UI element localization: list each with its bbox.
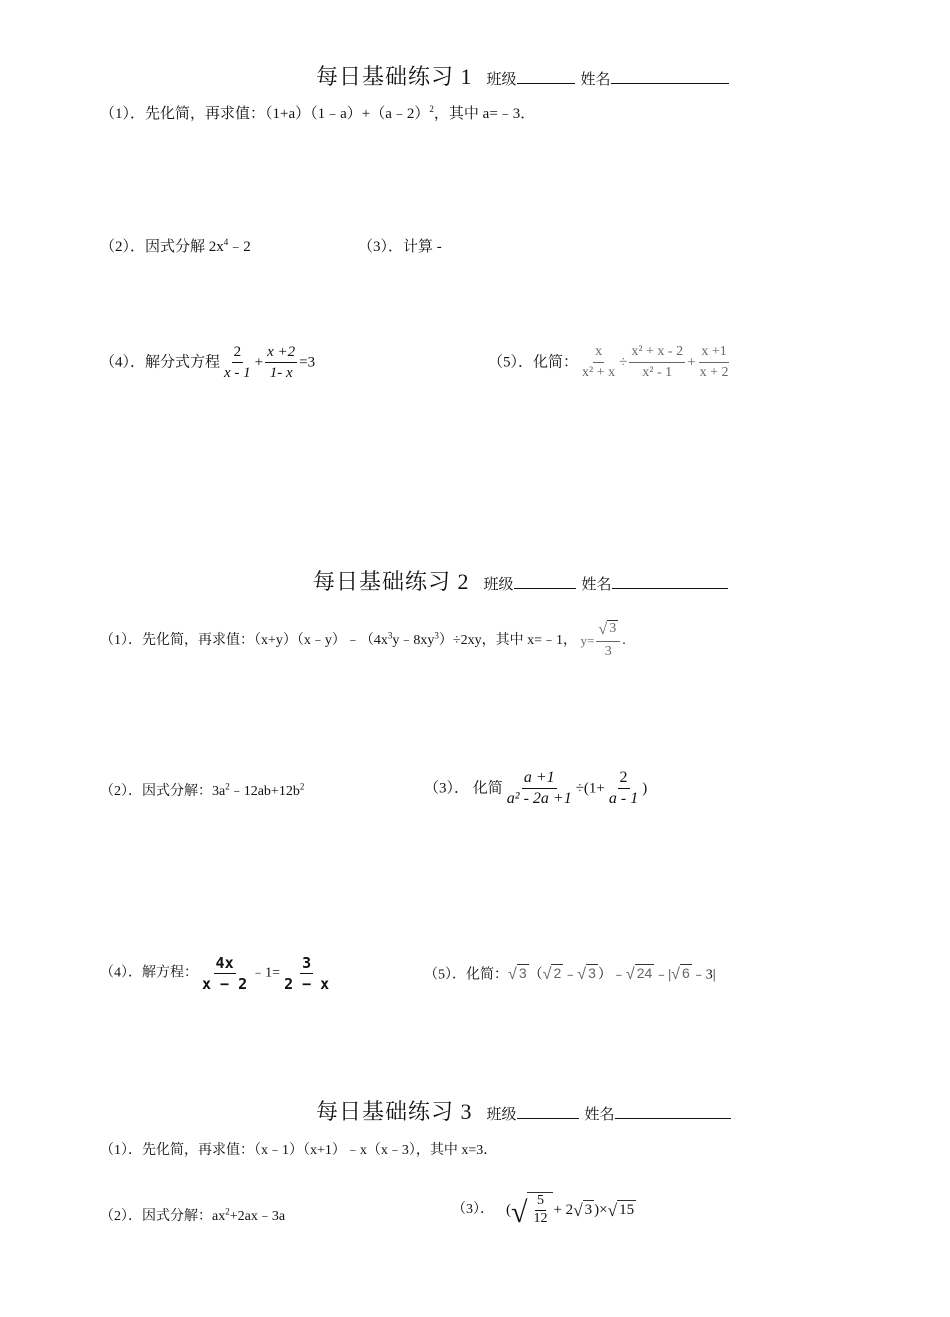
set1-q5-frac3: $\frac{x +1}{x + 2}$ (699, 344, 729, 380)
class-blank[interactable] (517, 67, 575, 84)
class-label: 班级 (486, 72, 517, 88)
set2-q3: （3）． 化简 $\frac{a +1}{\text{a² - 2a +1}}$ ÷(1+ $\frac{2}{a - 1}$ ) (424, 769, 648, 807)
name-blank[interactable] (611, 67, 729, 84)
sqrt-6: √ 6 (671, 964, 690, 983)
set1-q5-frac1: $\frac{x}{\text{x² + x}}$ (582, 344, 616, 380)
set3-title: 每日基础练习 3 (316, 1099, 473, 1124)
set2-q2: （2）．因式分解：$3a^2﹣12ab+12b^2$ (100, 781, 305, 799)
set1-q3: （3）．计算 - (358, 239, 442, 255)
sqrt-3: √ 3 (508, 964, 527, 983)
set2-title: 每日基础练习 2 (313, 569, 470, 594)
set1-q4-frac1: $\frac{2}{x - 1}$ (224, 344, 251, 381)
set2-q1-yfrac: √ 3 3 (596, 620, 620, 662)
set1-q4-frac2: $\frac{x +2}{1- x}$ (267, 344, 296, 381)
set2-q4-frac2: $\frac{3}{2 - x}$ (284, 954, 330, 993)
set1-q1: （1）．先化简，再求值：（1+a）（1﹣a）+（a﹣2）$^2$，其中 a=﹣3． (100, 104, 536, 122)
sqrt-15: √ 15 (607, 1201, 635, 1221)
set3-q1: （1）．先化简，再求值：（x﹣1）（x+1）﹣x（x﹣3），其中 x=3． (100, 1143, 498, 1158)
sqrt-3b: √ 3 (577, 964, 596, 983)
set1-q4: （4）．解分式方程 $\frac{2}{x - 1}$ + $\frac{x +2}{1- x}$ =3 (100, 344, 316, 381)
set2-q3-frac1: $\frac{a +1}{\text{a² - 2a +1}}$ (506, 769, 572, 807)
name-blank[interactable] (612, 572, 728, 589)
set1-q5: （5）．化简： $\frac{x}{\text{x² + x}}$ ÷ $\frac{\text{x² + x - 2}}{\text{x² - 1}}$ + $\frac{x +1}{x + 2}$ (488, 342, 732, 383)
set2-q1: （1）．先化简，再求值：$(x+y)(x﹣y)﹣(4x^3y﹣8xy^3)\div 2xy$，其中 x=﹣1， y= √ 3 3 . (100, 620, 626, 662)
sqrt-3c: √ 3 (573, 1201, 593, 1221)
class-blank[interactable] (514, 572, 576, 589)
class-blank[interactable] (517, 1102, 579, 1119)
class-label: 班级 (486, 1107, 517, 1123)
set3-q2: （2）．因式分解：$ax^2+2ax﹣3a$ (100, 1206, 286, 1224)
set2-header (313, 565, 728, 596)
set3-header (316, 1095, 731, 1126)
name-blank[interactable] (615, 1102, 731, 1119)
sqrt-24: √ 24 (625, 964, 653, 983)
set3-q3: （3）． ( √ $\frac{5}{12}$ + 2 √ 3 )× √ 15 (452, 1193, 635, 1229)
set2-q3-frac2: $\frac{2}{a - 1}$ (608, 769, 639, 807)
set2-q4: （4）．解方程： $\frac{4x}{x - 2}$ ﹣1= $\frac{3}{2 - x}$ (100, 954, 330, 993)
sqrt-2: √ 2 (542, 964, 562, 983)
sqrt-frac-5-12: √ $\frac{5}{12}$ (511, 1192, 553, 1228)
set1-q5-frac2: $\frac{\text{x² + x - 2}}{\text{x² - 1}}$ (631, 344, 684, 380)
set2-q4-frac1: $\frac{4x}{x - 2}$ (202, 954, 248, 993)
set1-q2: （2）．因式分解 $2x^4﹣2$ (100, 237, 251, 255)
name-label: 姓名 (584, 1107, 615, 1123)
name-label: 姓名 (581, 577, 612, 593)
set2-q5: （5）．化简： √ 3 （ √ 2 ﹣ √ 3 ）﹣ √ 24 ﹣| √ 6 ﹣3| (424, 964, 716, 983)
name-label: 姓名 (580, 72, 611, 88)
set1-header (316, 60, 729, 91)
set1-title: 每日基础练习 1 (316, 64, 473, 89)
class-label: 班级 (483, 577, 514, 593)
